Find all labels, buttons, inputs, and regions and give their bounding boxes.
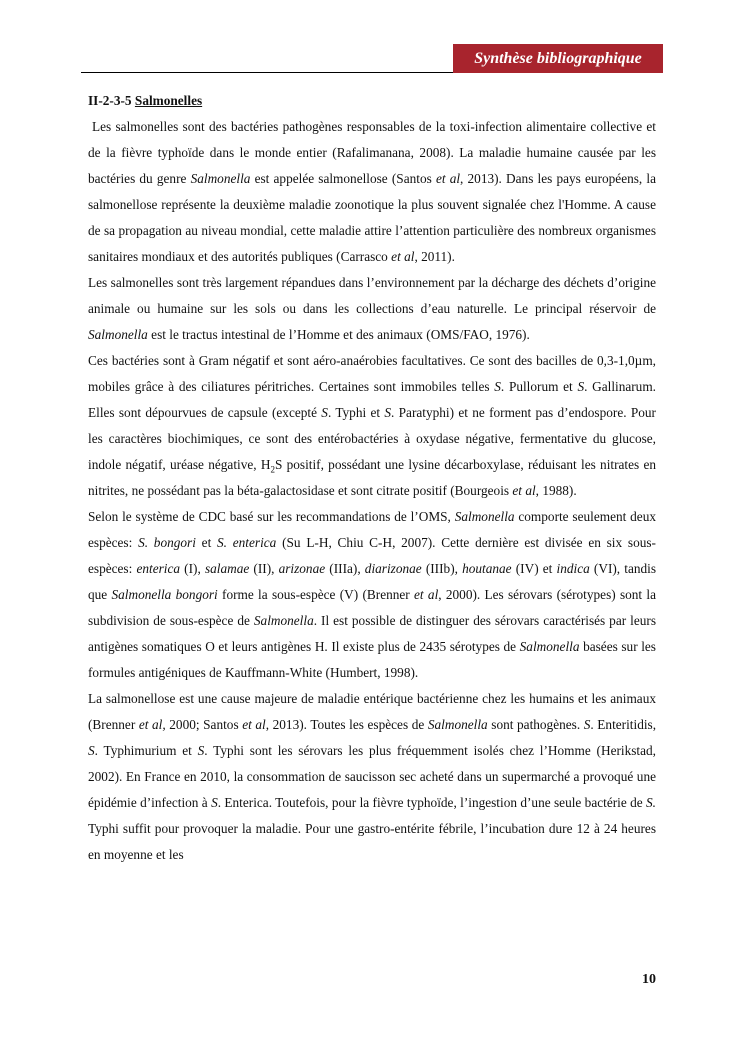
heading-title: Salmonelles: [134, 93, 203, 108]
italic-text: et al: [391, 249, 415, 264]
text-run: et: [195, 535, 218, 550]
italic-text: indica: [556, 561, 590, 576]
text-run: comporte seulement deux espèces:: [88, 509, 656, 550]
italic-text: Salmonella: [253, 613, 314, 628]
paragraph: [88, 348, 656, 504]
text-run: Ces bactéries sont à Gram négatif et sont aéro-anaérobies facultatives. Ce sont des bacilles de 0,3-1,0µm, mobiles grâce à des ciliatures péritriches. Certaines sont immobiles telles: [88, 353, 656, 394]
italic-text: et al: [435, 171, 461, 186]
italic-text: Salmonella: [519, 639, 580, 654]
section-banner: Synthèse bibliographique: [453, 44, 663, 73]
text-run: Selon le système de CDC basé sur les recommandations de l’OMS,: [88, 509, 455, 524]
text-run: (IV) et: [511, 561, 557, 576]
text-run: . Enteritidis,: [590, 717, 657, 732]
text-run: est appelée salmonellose (Santos: [250, 171, 436, 186]
text-run: La salmonellose est une cause majeure de maladie entérique bactérienne chez les humains et les animaux (Brenner: [88, 691, 656, 732]
text-run: . Typhi et: [327, 405, 385, 420]
text-run: , 2000). Les sérovars (sérotypes) sont la subdivision de sous-espèce de: [88, 587, 657, 628]
italic-text: S.: [646, 795, 656, 810]
text-run: . Il est possible de distinguer des sérovars caractérisés par leurs antigènes somatiques O et leurs antigènes H. Il existe plus de 2435 sérotypes de: [88, 613, 656, 654]
heading-number: II-2-3-5: [88, 93, 132, 108]
text-run: . Paratyphi) et ne forment pas d’endospore. Pour les caractères biochimiques, ce sont des entérobactéries à oxydase négative, fermentative du glucose, indole négatif, uréase négative, H: [88, 405, 656, 472]
text-run: (IIIb),: [421, 561, 463, 576]
italic-text: houtanae: [462, 561, 512, 576]
section-heading: [88, 88, 656, 114]
italic-text: salamae: [204, 561, 250, 576]
text-run: Les salmonelles sont des bactéries pathogènes responsables de la toxi-infection alimentaire collective et de la fièvre typhoïde dans le monde entier (Rafalimanana, 2008). La maladie humaine causée par les bactéries du genre: [88, 119, 656, 186]
text-run: . Pullorum et: [500, 379, 578, 394]
text-run: . Typhi sont les sérovars les plus fréquemment isolés chez l’Homme (Herikstad, 2002). En France en 2010, la consommation de saucisson sec acheté dans un supermarché a provoqué une épidémie d’infection à: [88, 743, 656, 810]
text-run: (I),: [180, 561, 205, 576]
italic-text: Salmonella bongori: [111, 587, 218, 602]
text-run: , 2013). Dans les pays européens, la salmonellose représente la deuxième maladie zoonotique la plus souvent signalée chez l'Homme. A cause de sa propagation au niveau mondial, cette maladie attire l’attention particulière des nombreux organismes sanitaires mondiaux et des autorités publiques (Carrasco: [88, 171, 656, 264]
italic-text: enterica: [136, 561, 181, 576]
text-run: (II),: [249, 561, 279, 576]
text-run: (Su L-H, Chiu C-H, 2007). Cette dernière est divisée en six sous-espèces:: [88, 535, 656, 576]
italic-text: et al: [512, 483, 536, 498]
italic-text: Salmonella: [427, 717, 488, 732]
italic-text: S: [384, 405, 392, 420]
text-run: forme la sous-espèce (V) (Brenner: [217, 587, 415, 602]
italic-text: Salmonella: [454, 509, 515, 524]
text-run: . Enterica. Toutefois, pour la fièvre typhoïde, l’ingestion d’une seule bactérie de: [217, 795, 647, 810]
italic-text: S: [197, 743, 205, 758]
text-run: basées sur les formules antigéniques de Kauffmann-White (Humbert, 1998).: [88, 639, 656, 680]
italic-text: S: [494, 379, 501, 394]
italic-text: arizonae: [278, 561, 326, 576]
subscript-text: 2: [270, 464, 275, 475]
italic-text: Salmonella: [88, 327, 148, 342]
text-run: 2000; Santos: [165, 717, 243, 732]
italic-text: S: [583, 717, 591, 732]
italic-text: et al,: [138, 717, 166, 732]
italic-text: S: [577, 379, 585, 394]
text-run: Typhi suffit pour provoquer la maladie. Pour une gastro-entérite fébrile, l’incubation dure 12 à 24 heures en moyenne et les: [88, 821, 656, 862]
italic-text: Salmonella: [190, 171, 251, 186]
italic-text: S. bongori: [138, 535, 196, 550]
text-run: Les salmonelles sont très largement répandues dans l’environnement par la décharge des déchets d’origine animale ou humaine sur les sols ou dans les collections d’eau naturelle. Le principal réservoir de: [88, 275, 656, 316]
italic-text: et al: [242, 717, 266, 732]
text-run: sont pathogènes.: [487, 717, 584, 732]
italic-text: S: [211, 795, 218, 810]
italic-text: et al: [414, 587, 439, 602]
paragraph: [88, 270, 656, 348]
paragraph: [88, 686, 656, 868]
text-run: . Gallinarum. Elles sont dépourvues de capsule (excepté: [88, 379, 656, 420]
paragraph: [88, 114, 656, 270]
italic-text: S: [88, 743, 95, 758]
text-run: , 2013). Toutes les espèces de: [265, 717, 428, 732]
paragraph: [88, 504, 656, 686]
text-run: , 2011).: [414, 249, 455, 264]
italic-text: diarizonae: [364, 561, 422, 576]
text-run: , 1988).: [535, 483, 577, 498]
text-run: . Typhimurium et: [94, 743, 198, 758]
italic-text: S. enterica: [217, 535, 277, 550]
italic-text: S: [321, 405, 328, 420]
text-run: S positif, possédant une lysine décarboxylase, réduisant les nitrates en nitrites, ne possédant pas la béta-galactosidase et sont citrate positif (Bourgeois: [88, 457, 656, 498]
text-run: est le tractus intestinal de l’Homme et des animaux (OMS/FAO, 1976).: [147, 327, 530, 342]
text-run: (IIIa),: [325, 561, 365, 576]
text-run: (VI), tandis que: [88, 561, 657, 602]
page-number: 10: [642, 972, 656, 987]
document-body: [88, 88, 656, 868]
